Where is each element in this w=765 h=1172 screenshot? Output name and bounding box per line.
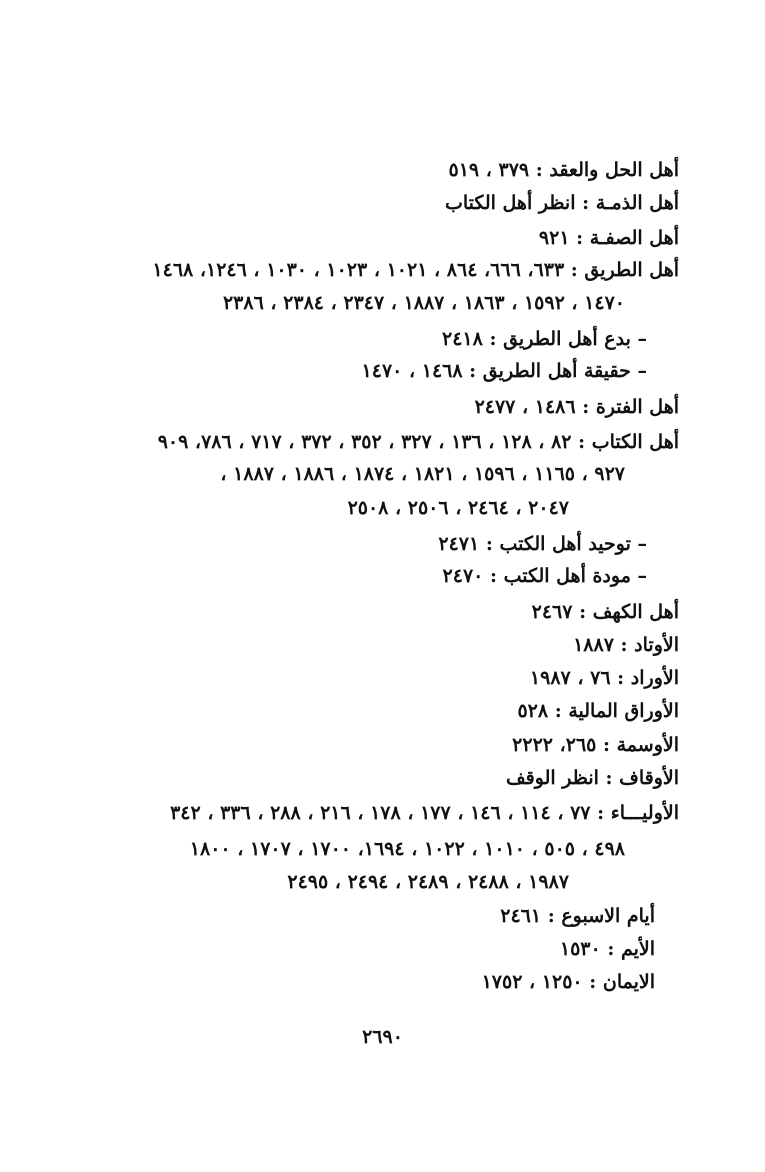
index-entry: الأوراق المالية : ٥٢٨ (517, 700, 679, 722)
index-subentry: – حقيقة أهل الطريق : ١٤٦٨ ، ١٤٧٠ (361, 360, 647, 382)
index-entry-continuation: ٢٠٤٧ ، ٢٤٦٤ ، ٢٥٠٦ ، ٢٥٠٨ (347, 497, 569, 519)
index-entry: الأوراد : ٧٦ ، ١٩٨٧ (529, 667, 679, 689)
index-entry: الأوليـــاء : ٧٧ ، ١١٤ ، ١٤٦ ، ١٧٧ ، ١٧٨ ، ٢١٦ ، ٢٨٨ ، ٣٣٦ ، ٣٤٢ (170, 802, 679, 824)
index-subentry: – توحيد أهل الكتب : ٢٤٧١ (438, 533, 647, 555)
index-entry: أهل الفترة : ١٤٨٦ ، ٢٤٧٧ (474, 396, 679, 418)
index-subentry: – مودة أهل الكتب : ٢٤٧٠ (442, 565, 647, 587)
page-number: ٢٦٩٠ (362, 1026, 403, 1048)
index-entry: أهل الصفـة : ٩٢١ (538, 227, 679, 249)
index-entry: أهل الذمـة : انظر أهل الكتاب (444, 192, 679, 214)
index-entry: أهل الكهف : ٢٤٦٧ (531, 601, 679, 623)
index-entry: أهل الحل والعقد : ٣٧٩ ، ٥١٩ (448, 159, 679, 181)
index-entry: أيام الاسبوع : ٢٤٦١ (500, 905, 655, 927)
index-entry: الايمان : ١٢٥٠ ، ١٧٥٢ (481, 971, 655, 993)
index-entry-continuation: ٤٩٨ ، ٥٠٥ ، ١٠١٠ ، ١٠٢٢ ، ١٦٩٤، ١٧٠٠ ، ١٧٠٧ ، ١٨٠٠ (189, 838, 625, 860)
index-entry: أهل الطريق : ٦٣٣، ٦٦٦، ٨٦٤ ، ١٠٢١ ، ١٠٢٣ ، ١٠٣٠ ، ١٢٤٦، ١٤٦٨ (152, 259, 679, 281)
index-entry: الأوتاد : ١٨٨٧ (573, 634, 679, 656)
index-subentry: – بدع أهل الطريق : ٢٤١٨ (442, 328, 647, 350)
index-entry-continuation: ١٤٧٠ ، ١٥٩٢ ، ١٨٦٣ ، ١٨٨٧ ، ٢٣٤٧ ، ٢٣٨٤ ، ٢٣٨٦ (222, 292, 625, 314)
index-entry: الأوسمة : ٢٦٥، ٢٢٢٢ (512, 734, 679, 756)
index-entry: الأوقاف : انظر الوقف (506, 767, 679, 789)
index-entry: أهل الكتاب : ٨٢ ، ١٢٨ ، ١٣٦ ، ٣٢٧ ، ٣٥٢ ، ٣٧٢ ، ٧١٧ ، ٧٨٦، ٩٠٩ (157, 431, 679, 453)
index-entry: الأيم : ١٥٣٠ (559, 938, 655, 960)
index-entry-continuation: ١٩٨٧ ، ٢٤٨٨ ، ٢٤٨٩ ، ٢٤٩٤ ، ٢٤٩٥ (287, 871, 569, 893)
index-entry-continuation: ٩٢٧ ، ١١٦٥ ، ١٥٩٦ ، ١٨٢١ ، ١٨٧٤ ، ١٨٨٦ ، ١٨٨٧ ، (220, 463, 625, 485)
